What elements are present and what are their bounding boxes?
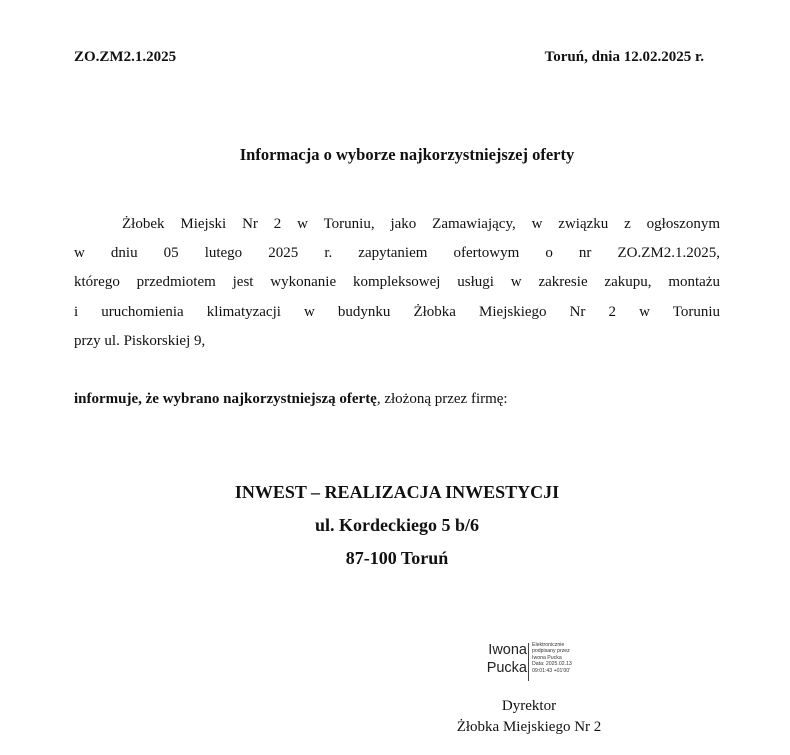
company-city: 87-100 Toruń <box>345 548 449 568</box>
body-line: którego przedmiotem jest wykonanie kompleksowej usługi w zakresie zakupu, montażu <box>74 274 720 291</box>
signature-name <box>481 641 527 677</box>
signature-last-name: Pucka <box>486 660 527 676</box>
company-name: INWEST – REALIZACJA INWESTYCJI <box>234 482 560 502</box>
place-and-date: Toruń, dnia 12.02.2025 r. <box>544 49 704 65</box>
body-paragraph <box>74 210 720 356</box>
body-line: w dniu 05 lutego 2025 r. zapytaniem ofertowym o nr ZO.ZM2.1.2025, <box>74 245 720 262</box>
body-line: i uruchomienia klimatyzacji w budynku Żłobka Miejskiego Nr 2 w Toruniu <box>74 303 720 320</box>
selection-statement-rest: , złożoną przez firmę: <box>376 391 508 407</box>
body-line: Żłobek Miejski Nr 2 w Toruniu, jako Zamawiający, w związku z ogłoszonym <box>122 216 720 232</box>
signature-detail: Elektronicznie <box>532 642 565 648</box>
signature-detail: 09:01:43 +01'00' <box>532 667 571 674</box>
signature-first-name: Iwona <box>488 642 527 658</box>
signature-details <box>532 642 572 674</box>
document-title: Informacja o wyborze najkorzystniejszej oferty <box>239 145 575 164</box>
signatory <box>446 696 612 738</box>
signature-detail: podpisany przez <box>532 648 570 655</box>
selection-statement-bold: informuje, że wybrano najkorzystniejszą ofertę <box>74 391 377 407</box>
signature-divider <box>528 643 529 681</box>
selected-company <box>0 480 790 579</box>
body-line: przy ul. Piskorskiej 9, <box>74 332 206 349</box>
signature-detail: Iwona Pucka <box>532 654 562 661</box>
signature-detail: Data: 2025.02.13 <box>532 661 572 668</box>
signatory-role: Dyrektor <box>501 698 557 714</box>
selection-statement <box>74 391 508 408</box>
company-street: ul. Kordeckiego 5 b/6 <box>314 515 479 535</box>
reference-number: ZO.ZM2.1.2025 <box>74 49 177 65</box>
signatory-institution: Żłobka Miejskiego Nr 2 <box>456 719 602 735</box>
electronic-signature <box>481 641 591 685</box>
